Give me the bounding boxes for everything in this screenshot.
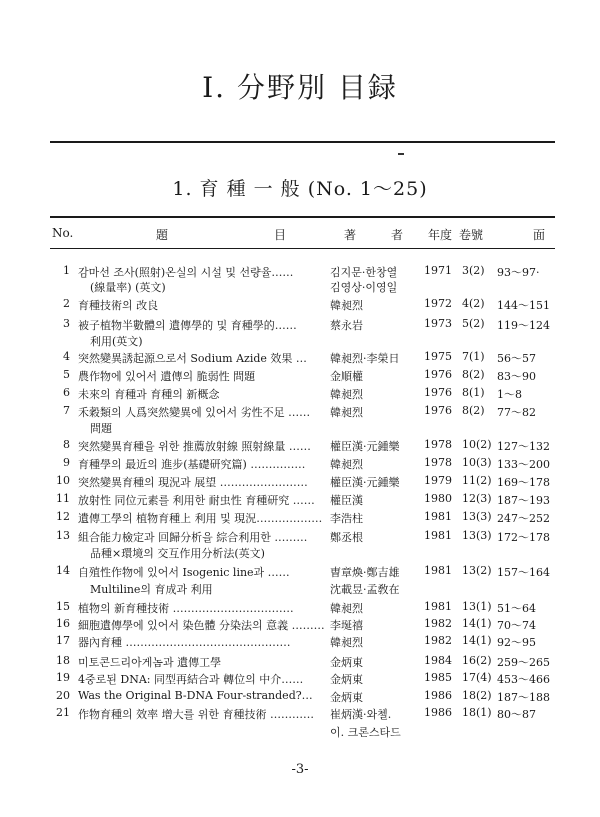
row-no: 8	[63, 438, 70, 451]
row-no: 1	[63, 264, 70, 277]
row-volume: 8(2)	[462, 368, 485, 381]
row-title: 問題	[90, 422, 112, 435]
row-title: 作物育種의 效率 增大를 위한 育種技術 …………	[78, 708, 314, 721]
row-title: 農作物에 있어서 遺傳의 脆弱性 問題	[78, 370, 256, 383]
row-year: 1980	[424, 492, 452, 505]
row-volume: 11(2)	[462, 474, 492, 487]
row-year: 1978	[424, 438, 452, 451]
row-year: 1976	[424, 386, 452, 399]
row-author: 崔炳漢·와첼.	[330, 708, 392, 721]
row-volume: 10(3)	[462, 456, 492, 469]
row-author: 沈載昱·孟敎在	[330, 583, 400, 596]
row-no: 3	[63, 317, 70, 330]
row-title: 突然變異育種을 위한 推薦放射線 照射線量 ……	[78, 440, 311, 453]
stray-mark	[398, 153, 404, 155]
row-author: 金炳東	[330, 691, 363, 704]
row-author: 김영상·이영일	[330, 281, 398, 294]
row-no: 5	[63, 368, 70, 381]
row-year: 1978	[424, 456, 452, 469]
header-page: 面	[533, 228, 546, 242]
table-row	[0, 297, 600, 315]
header-no: No.	[52, 226, 74, 240]
row-year: 1981	[424, 600, 452, 613]
table-row	[0, 492, 600, 510]
row-title: Multiline의 育成과 利用	[90, 583, 213, 596]
row-author: 權臣漢·元鍾樂	[330, 476, 400, 489]
row-year: 1986	[424, 689, 452, 702]
row-pages: 247～252	[497, 512, 550, 525]
row-year: 1976	[424, 368, 452, 381]
row-no: 6	[63, 386, 70, 399]
row-volume: 13(3)	[462, 510, 492, 523]
row-volume: 13(1)	[462, 600, 492, 613]
row-volume: 18(1)	[462, 706, 492, 719]
table-row	[0, 456, 600, 474]
header-author-a: 著	[344, 228, 357, 242]
row-author: 權臣漢	[330, 494, 363, 507]
table-row-continuation	[0, 545, 600, 563]
table-row-continuation	[0, 279, 600, 297]
page-title: I. 分野別 目録	[202, 71, 398, 104]
row-title: 突然變異誘起源으로서 Sodium Azide 效果 …	[78, 352, 307, 365]
table-row-continuation	[0, 333, 600, 351]
table-row-continuation	[0, 581, 600, 599]
row-year: 1982	[424, 634, 452, 647]
header-year: 年度	[428, 228, 453, 242]
row-volume: 13(2)	[462, 564, 492, 577]
row-no: 14	[56, 564, 70, 577]
row-pages: 80～87	[497, 708, 536, 721]
row-title: 細胞遺傳學에 있어서 染色體 分染法의 意義 ………	[78, 619, 325, 632]
table-row	[0, 386, 600, 404]
row-no: 15	[56, 600, 70, 613]
row-title: 감마선 조사(照射)온실의 시설 및 선량율……	[78, 266, 294, 279]
row-pages: 172～178	[497, 531, 550, 544]
row-pages: 187～193	[497, 494, 550, 507]
row-title: 未來의 育種과 育種의 新概念	[78, 388, 220, 401]
row-author: 金炳東	[330, 673, 363, 686]
row-title: 植物의 新育種技術 ……………………………	[78, 602, 294, 615]
row-no: 19	[56, 671, 70, 684]
row-author: 韓昶烈	[330, 636, 363, 649]
row-author: 韓昶烈	[330, 458, 363, 471]
table-row	[0, 510, 600, 528]
row-no: 18	[56, 654, 70, 667]
row-pages: 56～57	[497, 352, 536, 365]
row-no: 10	[56, 474, 70, 487]
row-title: 放射性 同位元素를 利用한 耐虫性 育種研究 ……	[78, 494, 315, 507]
table-row	[0, 600, 600, 618]
row-title: 自殖性作物에 있어서 Isogenic line과 ……	[78, 566, 290, 579]
row-author: 韓昶烈	[330, 406, 363, 419]
header-author-b: 者	[391, 228, 404, 242]
row-year: 1972	[424, 297, 452, 310]
row-author: 김지문·한창열	[330, 266, 398, 279]
row-volume: 16(2)	[462, 654, 492, 667]
row-title: 突然變異育種의 現況과 展望 ……………………	[78, 476, 308, 489]
row-title: 組合能力檢定과 回歸分析을 綜合利用한 ………	[78, 531, 308, 544]
row-author: 韓昶烈	[330, 299, 363, 312]
row-author: 鄭丞根	[330, 531, 363, 544]
row-no: 11	[56, 492, 70, 505]
row-author: 李浩柱	[330, 512, 363, 525]
row-pages: 157～164	[497, 566, 550, 579]
table-row	[0, 474, 600, 492]
row-title: 育種技術의 改良	[78, 299, 159, 312]
table-row	[0, 689, 600, 707]
row-title: 品種×環境의 交互作用分析法(英文)	[90, 547, 265, 560]
title-divider	[50, 141, 555, 143]
row-author: 曺章煥·鄭吉雄	[330, 566, 400, 579]
row-no: 9	[63, 456, 70, 469]
row-year: 1976	[424, 404, 452, 417]
table-row	[0, 350, 600, 368]
table-top-rule	[50, 216, 555, 218]
header-volume: 卷號	[459, 228, 484, 242]
row-volume: 4(2)	[462, 297, 485, 310]
row-title: 育種學의 最近의 進步(基礎研究篇) ……………	[78, 458, 306, 471]
row-pages: 92～95	[497, 636, 536, 649]
row-pages: 51～64	[497, 602, 536, 615]
row-no: 12	[56, 510, 70, 523]
row-author: 權臣漢·元鍾樂	[330, 440, 400, 453]
row-volume: 10(2)	[462, 438, 492, 451]
table-row	[0, 564, 600, 582]
table-row	[0, 671, 600, 689]
row-pages: 70～74	[497, 619, 536, 632]
row-volume: 3(2)	[462, 264, 485, 277]
row-no: 20	[56, 689, 70, 702]
row-year: 1984	[424, 654, 452, 667]
row-author: 이. 크론스타드	[330, 726, 401, 739]
row-volume: 13(3)	[462, 529, 492, 542]
row-year: 1981	[424, 510, 452, 523]
row-title: 利用(英文)	[90, 335, 143, 348]
row-pages: 259～265	[497, 656, 550, 669]
row-no: 4	[63, 350, 70, 363]
row-year: 1986	[424, 706, 452, 719]
row-no: 17	[56, 634, 70, 647]
row-author: 金炳東	[330, 656, 363, 669]
row-title: 器內育種 ………………………………………	[78, 636, 291, 649]
row-pages: 83～90	[497, 370, 536, 383]
row-volume: 5(2)	[462, 317, 485, 330]
row-volume: 7(1)	[462, 350, 485, 363]
section-subtitle: 1. 育 種 一 般 (No. 1～25)	[172, 178, 428, 200]
row-title: 遺傳工學의 植物育種上 利用 및 現況………………	[78, 512, 323, 525]
row-year: 1975	[424, 350, 452, 363]
table-row	[0, 654, 600, 672]
row-no: 2	[63, 297, 70, 310]
row-author: 韓昶烈	[330, 388, 363, 401]
row-volume: 8(1)	[462, 386, 485, 399]
row-year: 1985	[424, 671, 452, 684]
header-title-a: 題	[156, 228, 169, 242]
row-volume: 14(1)	[462, 617, 492, 630]
row-no: 7	[63, 404, 70, 417]
table-row	[0, 634, 600, 652]
row-volume: 14(1)	[462, 634, 492, 647]
row-pages: 144～151	[497, 299, 550, 312]
row-author: 金順權	[330, 370, 363, 383]
row-pages: 169～178	[497, 476, 550, 489]
row-no: 13	[56, 529, 70, 542]
row-volume: 17(4)	[462, 671, 492, 684]
row-year: 1981	[424, 564, 452, 577]
row-pages: 93～97·	[497, 266, 540, 279]
table-row	[0, 438, 600, 456]
row-title: 4중로된 DNA: 同型再結合과 轉位의 中介……	[78, 673, 304, 686]
row-year: 1982	[424, 617, 452, 630]
page-number: -3-	[291, 762, 309, 777]
row-title: 被子植物半數體의 遺傳學的 및 育種學的……	[78, 319, 297, 332]
row-title: (線量率) (英文)	[90, 281, 166, 294]
row-title: Was the Original B-DNA Four-stranded?…	[78, 689, 313, 702]
row-no: 21	[56, 706, 70, 719]
row-year: 1971	[424, 264, 452, 277]
row-pages: 1～8	[497, 388, 522, 401]
row-pages: 187～188	[497, 691, 550, 704]
row-volume: 8(2)	[462, 404, 485, 417]
row-year: 1973	[424, 317, 452, 330]
table-row	[0, 368, 600, 386]
row-pages: 77～82	[497, 406, 536, 419]
row-pages: 133～200	[497, 458, 550, 471]
table-row-continuation	[0, 724, 600, 742]
row-pages: 453～466	[497, 673, 550, 686]
row-author: 蔡永岩	[330, 319, 363, 332]
row-year: 1979	[424, 474, 452, 487]
row-no: 16	[56, 617, 70, 630]
header-title-b: 目	[274, 228, 287, 242]
table-row	[0, 706, 600, 724]
row-pages: 119～124	[497, 319, 550, 332]
row-volume: 18(2)	[462, 689, 492, 702]
row-volume: 12(3)	[462, 492, 492, 505]
row-pages: 127～132	[497, 440, 550, 453]
row-author: 韓昶烈·李榮日	[330, 352, 400, 365]
row-title: 禾穀類의 人爲突然變異에 있어서 劣性不足 ……	[78, 406, 311, 419]
row-author: 韓昶烈	[330, 602, 363, 615]
row-year: 1981	[424, 529, 452, 542]
table-row	[0, 617, 600, 635]
row-author: 李埏禧	[330, 619, 363, 632]
table-row-continuation	[0, 420, 600, 438]
row-title: 미토콘드리아게놈과 遺傳工學	[78, 656, 222, 669]
table-header-rule	[50, 248, 555, 249]
